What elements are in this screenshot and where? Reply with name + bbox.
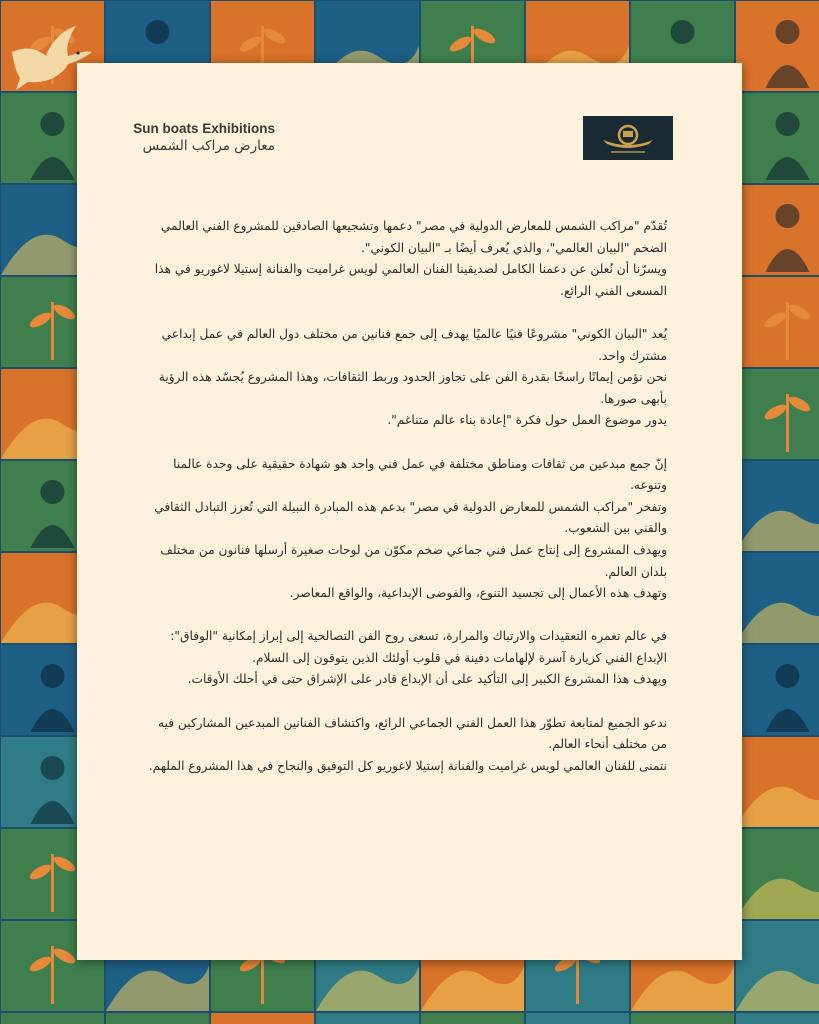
paragraph-line: يُعد "البيان الكوني" مشروعًا فنيًا عالميًا يهدف إلى جمع فنانين من مختلف دول العالم في عمل إبداعي مشترك واحد. [161, 326, 667, 363]
sun-boat-logo-icon [583, 116, 673, 160]
paragraph-line: يدور موضوع العمل حول فكرة "إعادة بناء عالم متناغم". [387, 413, 667, 428]
document-page [77, 63, 742, 960]
paragraph-2 [147, 324, 667, 432]
paragraph-line: ندعو الجميع لمتابعة تطوّر هذا العمل الفني الجماعي الرائع، واكتشاف الفنانين المبدعين المشاركين فيه من مختلف أنحاء العالم. [157, 715, 667, 752]
paragraph-line: ويهدف هذا المشروع الكبير إلى التأكيد على أن الإبداع قادر على الإشراق حتى في أحلك الأوقات. [187, 672, 667, 687]
paragraph-3 [147, 454, 667, 605]
paragraph-5 [147, 713, 667, 778]
paragraph-4 [147, 626, 667, 691]
paragraph-line: وتفخر "مراكب الشمس للمعارض الدولية في مصر" بدعم هذه المبادرة النبيلة التي تُعزز التبادل الثقافي والفني بين الشعوب. [154, 499, 667, 536]
paragraph-1 [147, 216, 667, 302]
paragraph-line: إنّ جمع مبدعين من ثقافات ومناطق مختلفة في عمل فني واحد هو شهادة حقيقية على وحدة عالمنا وتنوعه. [173, 456, 667, 493]
brand-block [125, 121, 275, 154]
paragraph-line: نحن نؤمن إيمانًا راسخًا بقدرة الفن على تجاوز الحدود وربط الثقافات، وهذا المشروع يُجسّد هذه الرؤية بأبهى صورها. [158, 370, 667, 406]
paragraph-line: في عالم تغمره التعقيدات والارتباك والمرارة، تسعى روح الفن التصالحية إلى إبراز إمكانية "الوفاق": [170, 629, 667, 644]
brand-name-arabic: معارض مراكب الشمس [142, 138, 275, 154]
paragraph-line: نتمنى للفنان العالمي لويس غراميت والفنانة إستيلا لاغوريو كل التوفيق والنجاح في هذا المشروع الملهم. [148, 758, 667, 773]
paragraph-line: وتهدف هذه الأعمال إلى تجسيد التنوع، والفوضى الإبداعية، والواقع المعاصر. [289, 586, 667, 601]
paragraph-line: تُقدّم "مراكب الشمس للمعارض الدولية في مصر" دعمها وتشجيعها الصادقين للمشروع الفني العالمي الضخم "البيان العالمي"، والذي يُعرف أيضًا بـ "البيان الكوني". [160, 219, 667, 255]
paragraph-line: الإبداع الفني كزيارة آسرة لإلهامات دفينة في قلوب أولئك الذين يتوقون إلى السلام. [252, 650, 667, 665]
paragraph-line: ويسرّنا أن نُعلن عن دعمنا الكامل لصديقينا الفنان العالمي لويس غراميت والفنانة إستيلا لاغوريو في هذا المسعى الفني الرائع. [154, 262, 667, 298]
brand-name-english: Sun boats Exhibitions [133, 121, 275, 136]
letter-body [147, 216, 667, 799]
paragraph-line: ويهدف المشروع إلى إنتاج عمل فني جماعي ضخم مكوّن من لوحات صغيرة أرسلها فنانون من مختلف بلدان العالم. [160, 542, 667, 579]
